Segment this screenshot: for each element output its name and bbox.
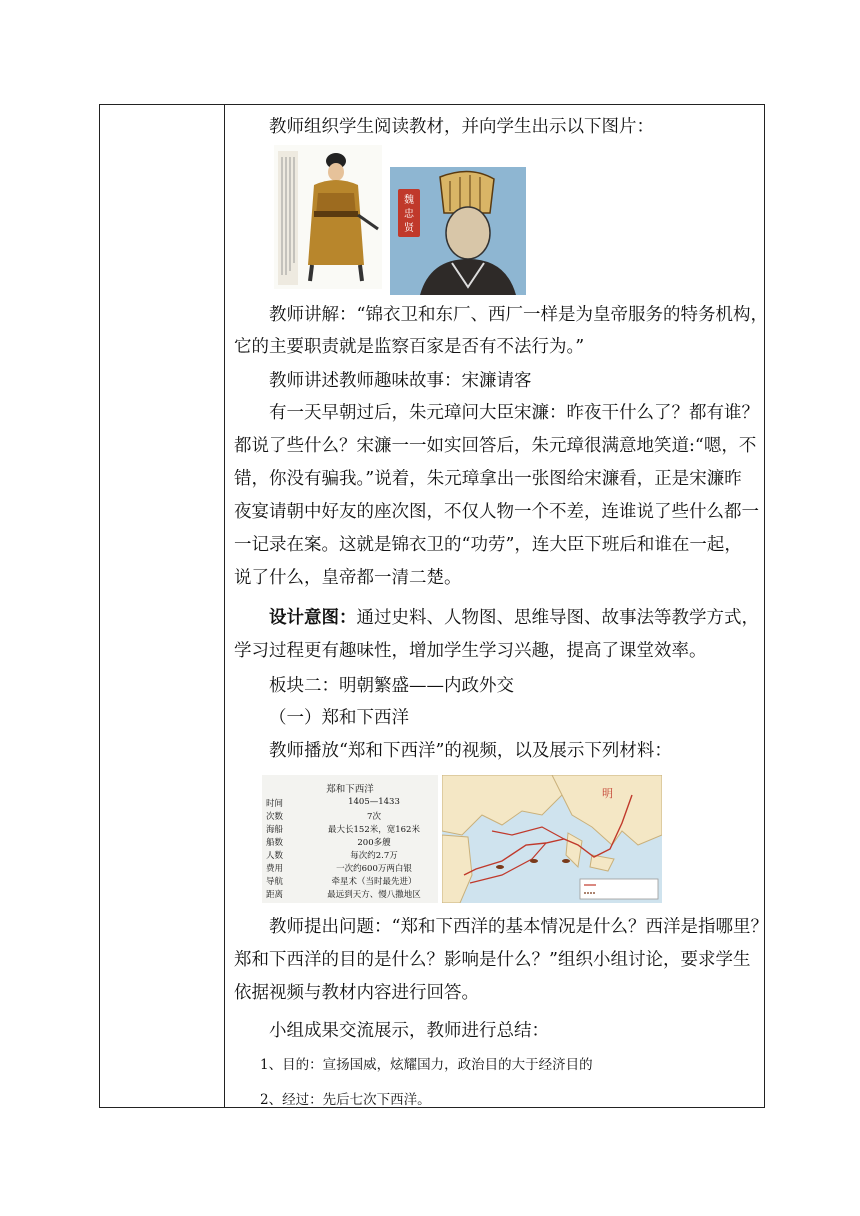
column-divider xyxy=(224,105,225,1107)
zhenghe-table-key: 船数 xyxy=(266,838,284,848)
zhenghe-table-key: 人数 xyxy=(266,851,284,861)
zhenghe-table-value: 每次约2.7万 xyxy=(350,851,398,861)
wei-zhongxian-portrait-image xyxy=(390,167,526,295)
lesson-plan-table xyxy=(99,104,768,1108)
zhenghe-table-value: 最远到天方、慢八撒地区 xyxy=(327,890,421,900)
section-heading: 板块二：明朝繁盛——内政外交 xyxy=(269,676,514,696)
zhenghe-table-value: 7次 xyxy=(367,812,381,822)
paragraph: 有一天早朝过后，朱元璋问大臣宋濂：昨夜干什么了？都有谁？ xyxy=(269,403,759,423)
zhenghe-table-key: 时间 xyxy=(266,799,284,809)
zhenghe-table-value: 最大长152米，宽162米 xyxy=(328,825,420,835)
zhenghe-table-value: 牵星术（当时最先进） xyxy=(331,877,417,887)
paragraph: 教师讲述教师趣味故事：宋濂请客 xyxy=(269,371,532,391)
subsection-heading: （一）郑和下西洋 xyxy=(269,708,409,728)
zhenghe-table-title: 郑和下西洋 xyxy=(326,784,374,795)
summary-item: 1、目的：宣扬国威，炫耀国力，政治目的大于经济目的 xyxy=(260,1057,593,1073)
zhenghe-table-value: 200多艘 xyxy=(357,838,391,848)
paragraph: 教师播放“郑和下西洋”的视频，以及展示下列材料： xyxy=(269,741,672,761)
portrait-label-char: 魏 xyxy=(404,195,414,206)
zhenghe-table-key: 次数 xyxy=(266,812,284,822)
paragraph: 教师讲解：“锦衣卫和东厂、西厂一样是为皇帝服务的特务机构， xyxy=(269,305,768,325)
zhenghe-voyage-map-image xyxy=(442,775,662,903)
paragraph: 夜宴请朝中好友的座次图，不仅人物一个不差，连谁说了些什么都一 xyxy=(234,502,759,522)
zhenghe-table-key: 导航 xyxy=(266,877,284,887)
zhenghe-summary-table-image xyxy=(262,775,438,903)
portrait-label-char: 贤 xyxy=(404,223,414,234)
zhenghe-table-key: 费用 xyxy=(266,864,284,874)
paragraph: 都说了些什么？宋濂一一如实回答后，朱元璋很满意地笑道:“嗯，不 xyxy=(234,436,757,456)
design-intent-paragraph xyxy=(234,602,759,634)
paragraph: 小组成果交流展示，教师进行总结： xyxy=(269,1021,549,1041)
design-intent-text: 通过史料、人物图、思维导图、故事法等教学方式， xyxy=(356,608,759,628)
zhenghe-table-value: 一次约600万两白银 xyxy=(336,864,412,874)
paragraph: 学习过程更有趣味性，增加学生学习兴趣，提高了课堂效率。 xyxy=(234,641,707,661)
paragraph: 说了什么，皇帝都一清二楚。 xyxy=(234,568,462,588)
summary-item: 2、经过：先后七次下西洋。 xyxy=(260,1092,431,1108)
paragraph: 郑和下西洋的目的是什么？影响是什么？”组织小组讨论，要求学生 xyxy=(234,950,751,970)
paragraph: 错，你没有骗我。”说着，朱元璋拿出一张图给宋濂看，正是宋濂昨 xyxy=(234,469,742,489)
zhenghe-table-key: 距离 xyxy=(266,890,284,900)
paragraph: 它的主要职责就是监察百家是否有不法行为。” xyxy=(234,337,585,357)
paragraph: 教师组织学生阅读教材，并向学生出示以下图片： xyxy=(269,117,654,137)
zhenghe-table-key: 海船 xyxy=(266,825,284,835)
paragraph: 依据视频与教材内容进行回答。 xyxy=(234,983,479,1003)
jinyiwei-portrait-image xyxy=(274,145,382,289)
paragraph: 教师提出问题：“郑和下西洋的基本情况是什么？西洋是指哪里？ xyxy=(269,917,768,937)
map-label-ming: 明 xyxy=(602,787,613,800)
zhenghe-table-value: 1405—1433 xyxy=(348,797,400,807)
portrait-label-char: 忠 xyxy=(404,209,414,220)
paragraph: 一记录在案。这就是锦衣卫的“功劳”，连大臣下班后和谁在一起， xyxy=(234,535,742,555)
design-intent-label: 设计意图： xyxy=(269,608,357,628)
